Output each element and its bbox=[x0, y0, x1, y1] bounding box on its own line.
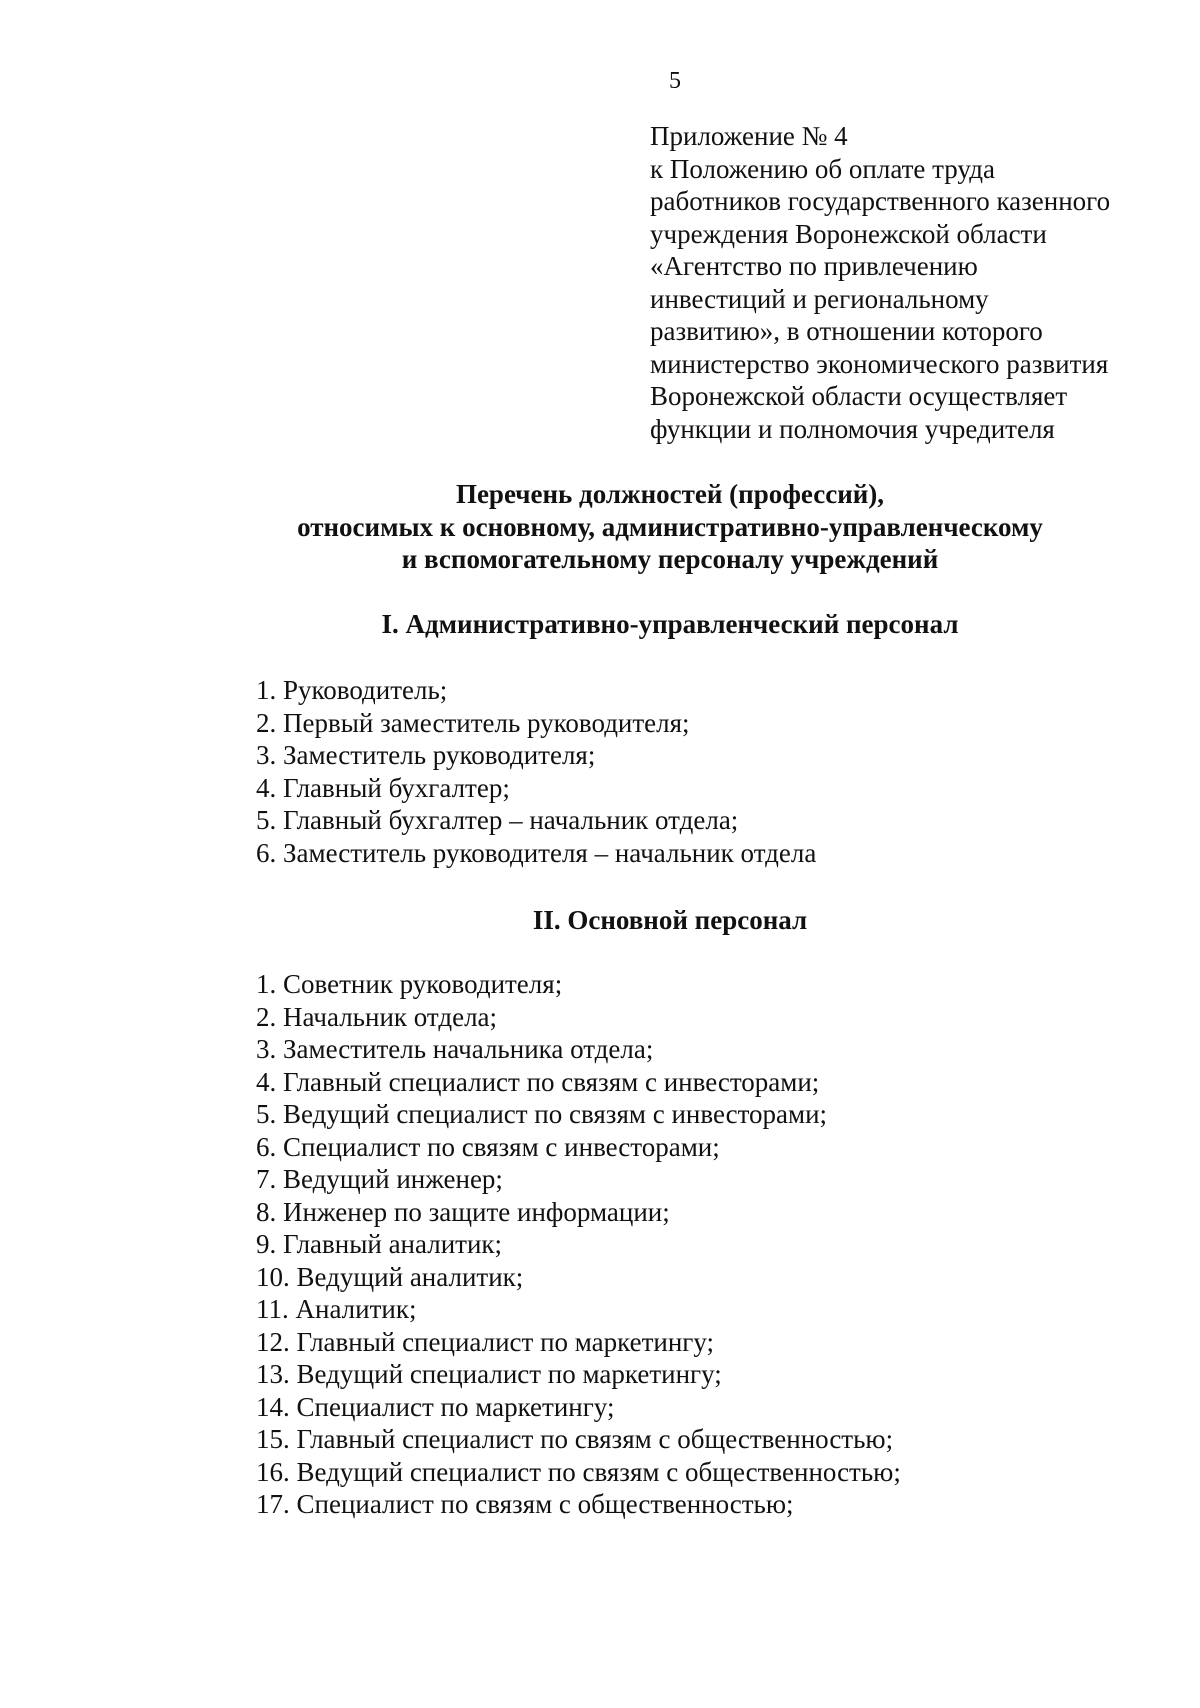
list-item: 2. Начальник отдела; bbox=[256, 1001, 498, 1032]
list-item: 7. Ведущий инженер; bbox=[256, 1164, 503, 1194]
list-item: 15. Главный специалист по связям с общественностью; bbox=[256, 1424, 894, 1454]
list-item: 5. Главный бухгалтер – начальник отдела; bbox=[256, 805, 739, 835]
document-title-line: относимых к основному, административно-управленческому bbox=[297, 511, 1043, 542]
document-title bbox=[120, 478, 1200, 576]
page-number: 5 bbox=[669, 68, 681, 94]
list-item: 2. Первый заместитель руководителя; bbox=[256, 707, 690, 738]
appendix-line: работников государственного казенного bbox=[650, 186, 1111, 216]
admin-staff-list bbox=[256, 674, 816, 869]
main-staff-list bbox=[256, 968, 901, 1521]
list-item: 16. Ведущий специалист по связям с общественностью; bbox=[256, 1456, 901, 1487]
list-item: 4. Главный специалист по связям с инвесторами; bbox=[256, 1066, 820, 1097]
list-item: 5. Ведущий специалист по связям с инвесторами; bbox=[256, 1099, 828, 1129]
appendix-line: инвестиций и региональному bbox=[650, 283, 989, 314]
appendix-line: министерство экономического развития bbox=[650, 348, 1109, 379]
list-item: 11. Аналитик; bbox=[256, 1294, 417, 1324]
document-title-line: Перечень должностей (профессий), bbox=[455, 479, 885, 509]
list-item: 1. Советник руководителя; bbox=[256, 969, 563, 999]
list-item: 14. Специалист по маркетингу; bbox=[256, 1391, 615, 1422]
section-heading-main: II. Основной персонал bbox=[532, 905, 808, 935]
list-item: 3. Заместитель начальника отдела; bbox=[256, 1034, 654, 1064]
list-item: 8. Инженер по защите информации; bbox=[256, 1196, 670, 1227]
appendix-line: к Положению об оплате труда bbox=[650, 153, 995, 184]
list-item: 1. Руководитель; bbox=[256, 675, 448, 705]
appendix-line: Воронежской области осуществляет bbox=[650, 381, 1068, 411]
appendix-line: функции и полномочия учредителя bbox=[650, 413, 1055, 444]
appendix-reference bbox=[650, 120, 1170, 445]
list-item: 13. Ведущий специалист по маркетингу; bbox=[256, 1359, 722, 1389]
appendix-line: «Агентство по привлечению bbox=[650, 251, 978, 281]
list-item: 6. Заместитель руководителя – начальник отдела bbox=[256, 837, 817, 868]
appendix-line: учреждения Воронежской области bbox=[650, 218, 1047, 249]
list-item: 12. Главный специалист по маркетингу; bbox=[256, 1326, 714, 1357]
appendix-line: развитию», в отношении которого bbox=[650, 316, 1043, 346]
list-item: 3. Заместитель руководителя; bbox=[256, 740, 596, 770]
list-item: 4. Главный бухгалтер; bbox=[256, 772, 510, 803]
list-item: 9. Главный аналитик; bbox=[256, 1229, 503, 1259]
appendix-line: Приложение № 4 bbox=[650, 121, 848, 151]
list-item: 17. Специалист по связям с общественностью; bbox=[256, 1489, 794, 1519]
list-item: 10. Ведущий аналитик; bbox=[256, 1261, 524, 1292]
section-heading-admin: I. Административно-управленческий персонал bbox=[381, 609, 959, 639]
document-title-line: и вспомогательному персоналу учреждений bbox=[401, 544, 939, 574]
list-item: 6. Специалист по связям с инвесторами; bbox=[256, 1131, 720, 1162]
